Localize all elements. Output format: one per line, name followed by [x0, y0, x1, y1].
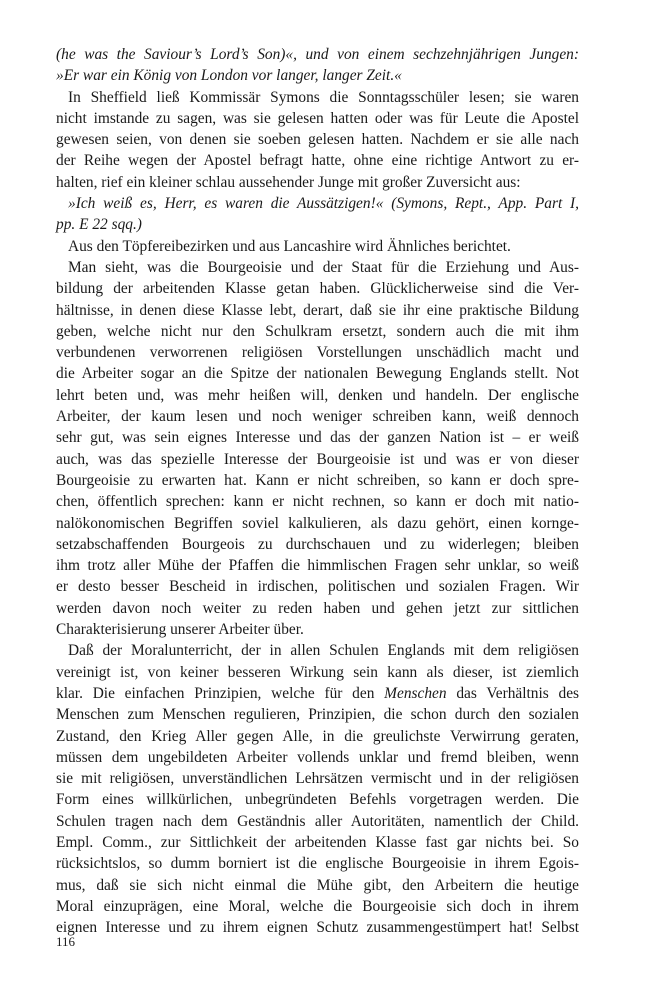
text-line: »Er war ein König von London vor langer, langer Zeit.« [56, 67, 402, 85]
text-line: Charakterisierung unserer Arbeiter über. [56, 621, 304, 639]
text-line: Man sieht, was die Bourgeoisie und der Staat für die Erziehung und Aus- [68, 258, 579, 276]
text-line: sie mit religiösen, unverständlichen Lehrsätzen vermischt und in der religiösen [56, 770, 579, 788]
text-line: Form eines willkürlichen, unbegründeten Befehls vorgetragen werden. Die [56, 791, 579, 809]
text-line: »Ich weiß es, Herr, es waren die Aussätzigen!« (Symons, Rept., App. Part I, [68, 195, 579, 213]
text-line: gewesen seien, von denen sie soeben gelesen hatten. Nachdem er sie alle nach [56, 131, 579, 149]
text-line: müssen dem ungebildeten Arbeiter vollends unklar und fremd bleiben, wenn [56, 748, 579, 766]
text-line: Moral einzuprägen, eine Moral, welche die Bourgeoisie sich doch in ihrem [56, 897, 579, 915]
text-line: Menschen zum Menschen regulieren, Prinzipien, die schon durch den sozialen [56, 706, 579, 724]
text-line: nalökonomischen Begriffen soviel kalkulieren, als dazu gehört, einen kornge- [56, 514, 579, 532]
text-line: auch, was das spezielle Interesse der Bourgeoisie ist und was er von dieser [56, 450, 579, 468]
text-line: lehrt beten und, was mehr heißen will, denken und handeln. Der englische [56, 386, 579, 404]
text-line: bildung der arbeitenden Klasse getan haben. Glücklicherweise sind die Ver- [56, 280, 579, 298]
text-line: halten, rief ein kleiner schlau aussehender Junge mit großer Zuversicht aus: [56, 173, 521, 191]
page-body [56, 44, 579, 938]
text-line: rücksichtslos, so dumm borniert ist die englische Bourgeoisie in ihrem Egois- [56, 855, 579, 873]
page-number: 116 [56, 934, 76, 949]
text-line: Aus den Töpfereibezirken und aus Lancashire wird Ähnliches berichtet. [68, 237, 511, 255]
text-line: setzabschaffenden Bourgeois zu durchschauen und zu widerlegen; bleiben [56, 535, 579, 553]
text-line: werden davon noch weiter zu reden haben und gehen jetzt zur sittlichen [56, 599, 579, 617]
text-line: In Sheffield ließ Kommissär Symons die Sonntagsschüler lesen; sie waren [68, 88, 579, 106]
text-line: vereinigt ist, von keiner besseren Wirkung sein kann als dieser, ist ziemlich [56, 663, 579, 681]
text-line: der Reihe wegen der Apostel befragt hatte, ohne eine richtige Antwort zu er- [56, 152, 579, 170]
text-line: ihm trotz aller Mühe der Pfaffen die himmlischen Fragen sehr unklar, so weiß [56, 557, 579, 575]
text-line: verbundenen verworrenen religiösen Vorstellungen unschädlich macht und [56, 344, 579, 362]
text-line: Daß der Moralunterricht, der in allen Schulen Englands mit dem religiösen [68, 642, 579, 660]
text-line: Empl. Comm., zur Sittlichkeit der arbeitenden Klasse fast gar nichts bei. So [56, 833, 579, 851]
text-line: er desto besser Bescheid in irdischen, politischen und sozialen Fragen. Wir [56, 578, 579, 596]
text-line: sehr gut, was sein eignes Interesse und das der ganzen Nation ist – er weiß [56, 429, 579, 447]
text-line: eignen Interesse und zu ihrem eignen Schutz zusammengestümpert hat! Selbst [56, 919, 579, 937]
text-line: chen, öffentlich sprechen: kann er nicht rechnen, so kann er doch mit natio- [56, 493, 579, 511]
text-line: klar. Die einfachen Prinzipien, welche für den Menschen das Verhältnis des [56, 684, 580, 702]
text-line: mus, daß sie sich nicht einmal die Mühe gibt, den Arbeitern die heutige [56, 876, 579, 894]
text-line: Arbeiter, der kaum lesen und noch weniger schreiben kann, weiß dennoch [56, 408, 579, 426]
text-line: pp. E 22 sqq.) [56, 216, 142, 234]
text-line: nicht imstande zu sagen, was sie gelesen hatten oder was für Leute die Apostel [56, 109, 579, 127]
text-line: Bourgeoisie zu erwarten hat. Kann er nicht schreiben, so kann er doch spre- [56, 471, 579, 489]
text-line: Zustand, den Krieg Aller gegen Alle, in die greulichste Verwirrung geraten, [56, 727, 579, 745]
emphasis: Menschen [384, 684, 447, 702]
text-line: (he was the Saviour’s Lord’s Son)«, und von einem sechzehnjährigen Jungen: [56, 46, 579, 63]
text-line: die Arbeiter sogar an die Spitze der nationalen Bewegung Englands stellt. Not [56, 365, 579, 383]
text-line: geben, welche nicht nur den Schulkram ersetzt, sondern auch die mit ihm [56, 322, 579, 340]
text-line: Schulen tragen nach dem Geständnis aller Autoritäten, namentlich der Child. [56, 812, 579, 830]
text-line: hältnisse, in denen diese Klasse lebt, derart, daß sie ihr eine praktische Bildung [56, 301, 579, 319]
